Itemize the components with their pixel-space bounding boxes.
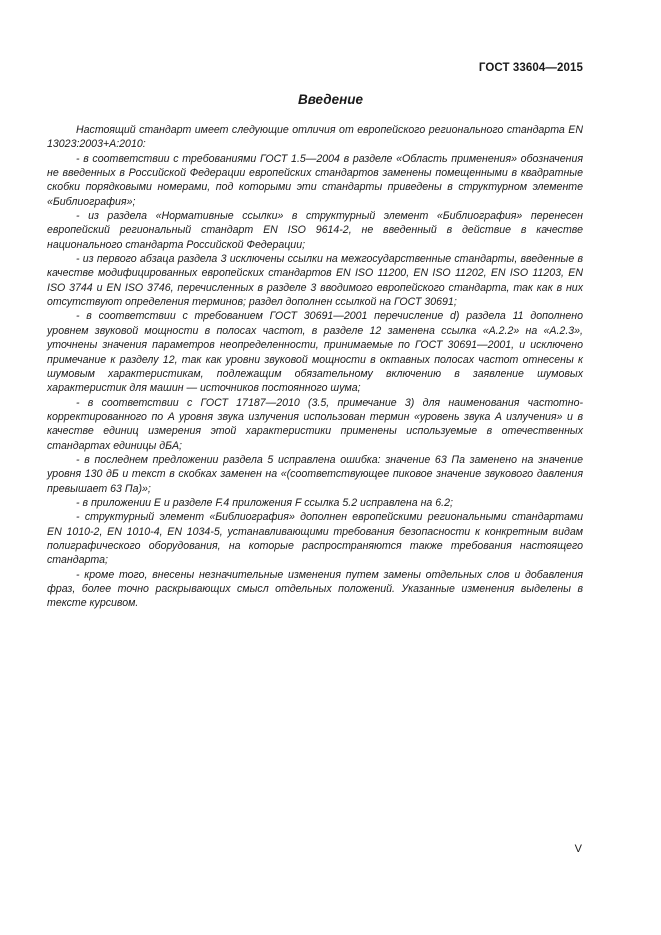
body-text [47,123,583,611]
paragraph-difference: - в последнем предложении раздела 5 исправлена ошибка: значение 63 Па заменено на значение уровня 130 дБ и текст в скобках заменен на «(соответствующее пиковое значение звукового давления превышает 63 Па)»; [47,453,583,495]
paragraph-difference: - структурный элемент «Библиография» дополнен европейскими региональными стандартами EN 1010-2, EN 1010-4, EN 1034-5, устанавливающими требования безопасности к конкретным видам полиграфического оборудования, на которые распространяются также требования настоящего стандарта; [47,511,583,567]
section-title: Введение [297,92,363,107]
paragraph-difference: - кроме того, внесены незначительные изменения путем замены отдельных слов и добавления фраз, более точно раскрывающих смысл отдельных положений. Указанные изменения выделены в тексте курсивом. [47,568,583,610]
paragraph-difference: - в соответствии с ГОСТ 17187—2010 (3.5, примечание 3) для наименования частотно-корректированного по A уровня звука излучения использован термин «уровень звука A излучения» и в качестве единиц измерения этой характеристики применены используемые в отечественных стандартах единицы дБA; [47,396,583,452]
paragraph-difference: - из первого абзаца раздела 3 исключены ссылки на межгосударственные стандарты, введенные в качестве модифицированных европейских стандартов EN ISO 11200, EN ISO 11202, EN ISO 11203, EN ISO 3744 и EN ISO 3746, перечисленных в разделе 3 вводимого европейского стандарта, так как в них отсутствуют определения терминов; раздел дополнен ссылкой на ГОСТ 30691; [47,253,583,309]
paragraph-difference: - в соответствии с требованиями ГОСТ 1.5—2004 в разделе «Область применения» обозначения не введенных в Российской Федерации европейских стандартов заменены помещенными в квадратные скобки порядковыми номерами, под которыми эти стандарты приведены в структурном элементе «Библиография»; [47,152,583,208]
paragraph-intro: Настоящий стандарт имеет следующие отличия от европейского регионального стандарта EN 13023:2003+A:2010: [47,124,583,151]
paragraph-difference: - в приложении E и разделе F.4 приложения F ссылка 5.2 исправлена на 6.2; [76,496,453,509]
page-number: V [574,843,582,855]
standard-code-header: ГОСТ 33604—2015 [478,62,583,74]
paragraph-difference: - из раздела «Нормативные ссылки» в структурный элемент «Библиография» перенесен европейский региональный стандарт EN ISO 9614-2, не введенный в действие в качестве национального стандарта Российской Федерации; [47,210,583,251]
paragraph-difference: - в соответствии с требованием ГОСТ 30691—2001 перечисление d) раздела 11 дополнено уровнем звуковой мощности в полосах частот, в разделе 12 заменена ссылка «A.2.2» на «A.2.3», уточнены значения параметров неопределенности, принимаемые по ГОСТ 30691—2001, и исключено примечание к разделу 12, так как уровни звуковой мощности в октавных полосах частот отнесены к шумовым характеристикам, подлежащим обязательному включению в заявление шумовых характеристик для машин — источников постоянного шума; [47,310,583,395]
